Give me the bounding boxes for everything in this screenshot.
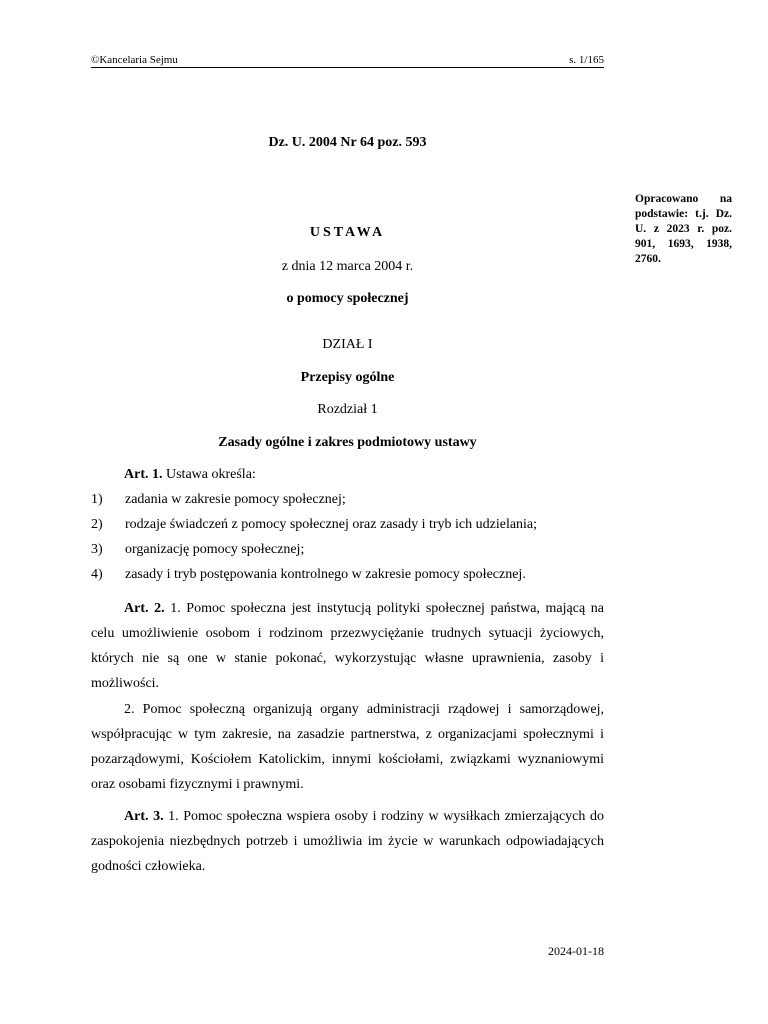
division-title: Przepisy ogólne [300, 370, 395, 385]
chapter-label: Rozdział 1 [317, 402, 378, 417]
art3-p1-text: 1. Pomoc społeczna wspiera osoby i rodziny w wysiłkach zmierzających do zaspokojenia niezbędnych potrzeb i umożliwia im życie w warunkach odpowiadających godności człowieka. [91, 809, 604, 874]
art2-p1-text: 1. Pomoc społeczna jest instytucją polityki społecznej państwa, mającą na celu umożliwienie osobom i rodzinom przezwyciężanie trudnych sytuacji życiowych, których nie są one w stanie pokonać, wykorzystując własne uprawnienia, zasoby i możliwości. [91, 601, 604, 691]
page-header [91, 54, 604, 68]
division-label: DZIAŁ I [322, 337, 373, 352]
journal-reference: Dz. U. 2004 Nr 64 poz. 593 [268, 135, 427, 150]
list-item-number: 3) [91, 542, 103, 557]
footer-date: 2024-01-18 [548, 944, 604, 958]
act-date: z dnia 12 marca 2004 r. [281, 259, 414, 274]
art2-label: Art. 2. [124, 601, 165, 616]
header-page-number: s. 1/165 [569, 54, 604, 66]
art1-intro [124, 466, 256, 484]
art2-paragraph-1 [91, 596, 604, 696]
art3-label: Art. 3. [124, 809, 164, 824]
list-item-number: 1) [91, 492, 103, 507]
art3-paragraph-1 [91, 804, 604, 879]
art1-label: Art. 1. [124, 467, 163, 482]
side-note: Opracowano na podstawie: t.j. Dz. U. z 2023 r. poz. 901, 1693, 1938, 2760. [635, 193, 732, 265]
list-item-number: 4) [91, 567, 103, 582]
header-publisher: ©Kancelaria Sejmu [91, 54, 178, 66]
act-subject: o pomocy społecznej [286, 291, 409, 306]
list-item-number: 2) [91, 517, 103, 532]
list-item-text: zasady i tryb postępowania kontrolnego w zakresie pomocy społecznej. [125, 567, 526, 582]
art1-intro-text: Ustawa określa: [162, 467, 256, 482]
art2-paragraph-2: 2. Pomoc społeczną organizują organy administracji rządowej i samorządowej, współpracując w tym zakresie, na zasadzie partnerstwa, z organizacjami społecznymi i pozarządowymi, Kościołem Katolickim, innymi kościołami, związkami wyznaniowymi oraz osobami fizycznymi i prawnymi. [91, 702, 604, 792]
list-item-text: organizację pomocy społecznej; [125, 542, 305, 557]
chapter-title: Zasady ogólne i zakres podmiotowy ustawy [218, 435, 477, 450]
act-type: USTAWA [309, 225, 386, 240]
list-item-text: zadania w zakresie pomocy społecznej; [125, 492, 346, 507]
list-item-text: rodzaje świadczeń z pomocy społecznej oraz zasady i tryb ich udzielania; [125, 517, 538, 532]
